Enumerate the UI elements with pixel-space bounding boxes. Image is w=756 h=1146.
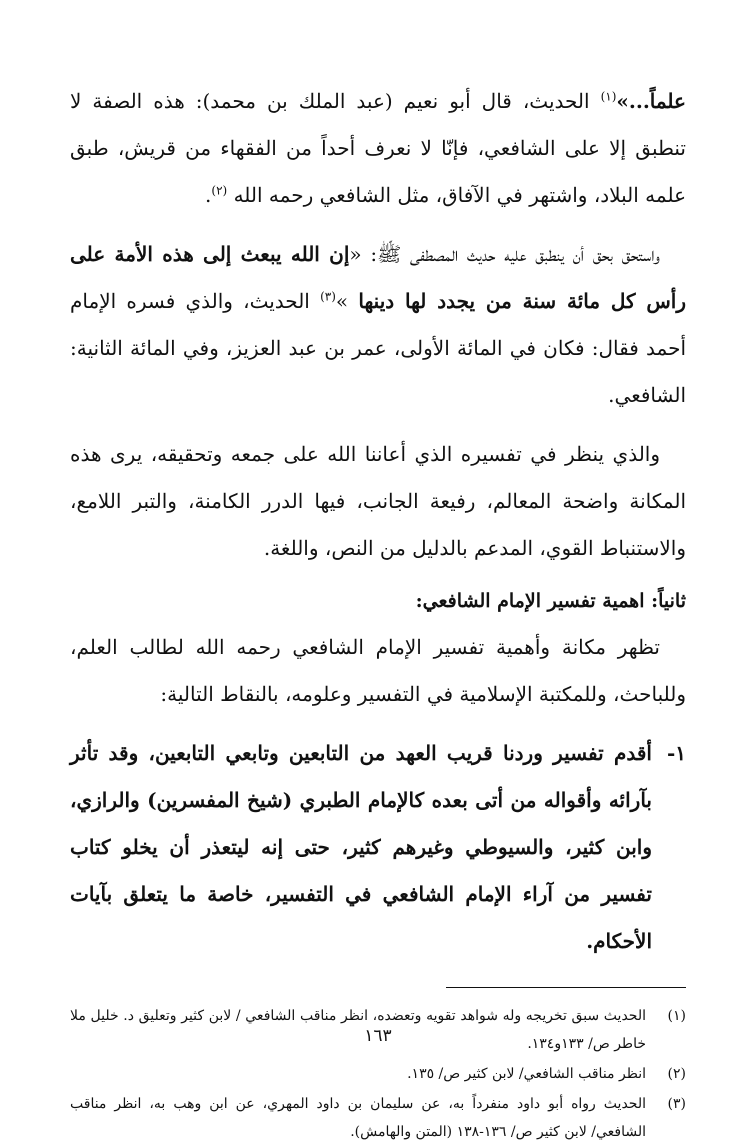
footnote-1-number: (١): [667, 1008, 686, 1024]
footnote-2: [70, 1060, 686, 1088]
paragraph-1: [70, 78, 686, 219]
quote-ending: علماً...»: [616, 89, 686, 113]
footnote-3-number: (٣): [667, 1096, 686, 1112]
paragraph-3: والذي ينظر في تفسيره الذي أعاننا الله على جمعه وتحقيقه، يرى هذه المكانة واضحة المعالم، رفيعة الجانب، فيها الدرر الكامنة، والتبر اللامع، والاستنباط القوي، المدعم بالدليل من النص، واللغة.: [70, 442, 686, 560]
intro-paragraph: تظهر مكانة وأهمية تفسير الإمام الشافعي رحمه الله لطالب العلم، وللباحث، وللمكتبة الإسلامية في التفسير وعلومه، بالنقاط التالية:: [70, 635, 686, 706]
footnote-3-text: الحديث رواه أبو داود منفرداً به، عن سليمان بن داود المهري، عن ابن وهب به، انظر مناقب الشافعي/ لابن كثير ص/ ١٣٦-١٣٨ (المتن والهامش).: [70, 1096, 646, 1140]
footnote-2-number: (٢): [667, 1066, 686, 1082]
footnote-ref-1[interactable]: (١): [600, 89, 617, 104]
paragraph-1-text: الحديث، قال أبو نعيم (عبد الملك بن محمد): هذه الصفة لا تنطبق إلا على الشافعي، فإنّا لا نعرف أحداً من الفقهاء من قريش، طبق علمه البلاد، واشتهر في الآفاق، مثل الشافعي رحمه الله: [70, 89, 686, 207]
list-item-number: ١-: [666, 741, 686, 765]
footnote-2-text: انظر مناقب الشافعي/ لابن كثير ص/ ١٣٥.: [407, 1066, 646, 1082]
footnote-divider: [446, 987, 686, 988]
section-heading: ثانياً: اهمية تفسير الإمام الشافعي:: [415, 590, 686, 612]
footnote-ref-3[interactable]: (٣): [320, 289, 336, 304]
footnote-3: [70, 1090, 686, 1146]
paragraph-2-text: الحديث، والذي فسره الإمام أحمد فقال: فكان في المائة الأولى، عمر بن عبد العزيز، وفي المائة الثانية: الشافعي.: [70, 289, 686, 407]
hadith-quote: إن الله يبعث إلى هذه الأمة على رأس كل مائة سنة من يجدد لها دينها: [70, 242, 686, 313]
paragraph-1-end: .: [205, 183, 212, 207]
footnote-1-text: الحديث سبق تخريجه وله شواهد تقويه وتعضده، انظر مناقب الشافعي / لابن كثير وتعليق د. خليل ملا خاطر ص/ ١٣٣و١٣٤.: [70, 1008, 646, 1052]
quote-close: »: [335, 289, 359, 313]
book-page: [70, 78, 686, 1140]
footnote-ref-2[interactable]: (٢): [211, 183, 228, 198]
paragraph-2-lead: واستحق بحق أن ينطبق عليه حديث المصطفى ﷺ: «: [349, 242, 660, 266]
list-item-text: أقدم تفسير وردنا قريب العهد من التابعين وتابعي التابعين، وقد تأثر بآرائه وأقواله من أتى بعده كالإمام الطبري (شيخ المفسرين) والرازي، وابن كثير، والسيوطي وغيرهم كثير، حتى إنه ليتعذر أن يخلو كتاب تفسير من آراء الإمام الشافعي في التفسير، خاصة ما يتعلق بآيات الأحكام.: [70, 741, 653, 953]
paragraph-2: [70, 231, 686, 419]
page-number: ١٦٣: [364, 1026, 392, 1046]
list-item: [70, 730, 686, 965]
